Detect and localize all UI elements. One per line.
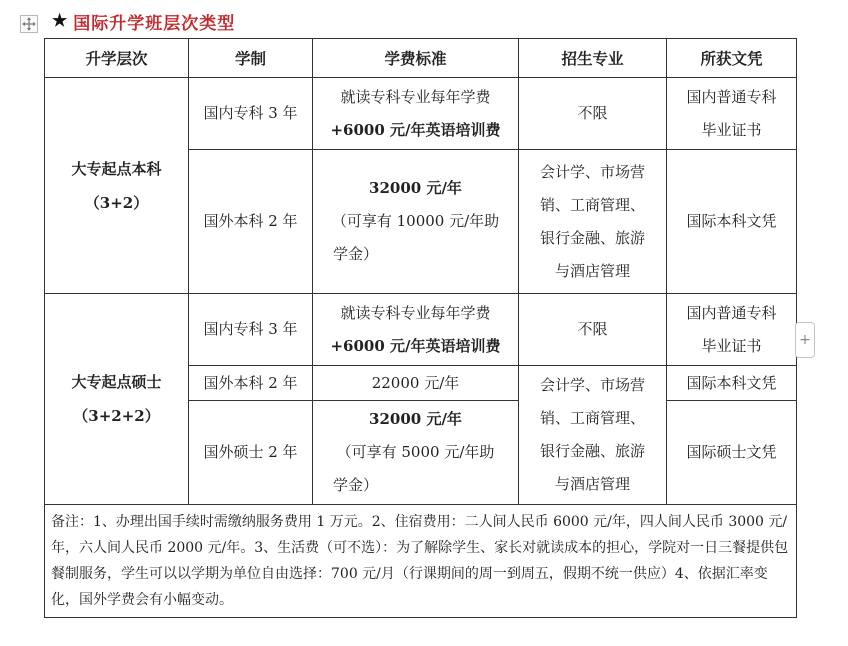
plus-icon: + bbox=[799, 332, 811, 348]
fee-cell bbox=[313, 294, 519, 366]
diploma-cell: 国际本科文凭 bbox=[667, 366, 797, 401]
add-row-button[interactable] bbox=[795, 322, 815, 358]
table-move-handle[interactable] bbox=[20, 15, 38, 33]
major-cell bbox=[519, 150, 667, 294]
diploma-line: 国内普通专科 bbox=[686, 303, 777, 322]
fee-line: 32000 元/年 bbox=[369, 179, 462, 197]
level-cell bbox=[45, 294, 189, 505]
major-line: 与酒店管理 bbox=[554, 261, 630, 280]
system-cell: 国外本科 2 年 bbox=[189, 366, 313, 401]
table-row bbox=[45, 294, 797, 366]
major-line: 与酒店管理 bbox=[554, 475, 630, 493]
major-line: 银行金融、旅游 bbox=[539, 228, 645, 247]
major-cell bbox=[519, 366, 667, 505]
level-code: （3+2） bbox=[84, 193, 149, 212]
header-fee: 学费标准 bbox=[313, 39, 519, 78]
diploma-line: 毕业证书 bbox=[701, 120, 762, 139]
title-text: 国际升学班层次类型 bbox=[73, 13, 236, 34]
major-cell: 不限 bbox=[519, 294, 667, 366]
program-table bbox=[44, 38, 797, 618]
fee-line: 就读专科专业每年学费 bbox=[340, 303, 491, 322]
fee-line: 学金） bbox=[333, 245, 379, 263]
fee-cell bbox=[313, 78, 519, 150]
system-cell: 国外硕士 2 年 bbox=[189, 401, 313, 505]
diploma-cell: 国际本科文凭 bbox=[667, 150, 797, 294]
diploma-line: 毕业证书 bbox=[701, 336, 762, 355]
fee-cell: 22000 元/年 bbox=[313, 366, 519, 401]
major-line: 银行金融、旅游 bbox=[539, 442, 645, 460]
system-cell: 国内专科 3 年 bbox=[189, 294, 313, 366]
level-name: 大专起点硕士 bbox=[71, 373, 162, 391]
fee-line: 就读专科专业每年学费 bbox=[340, 87, 491, 106]
fee-line: （可享有 5000 元/年助 bbox=[336, 443, 495, 461]
header-diploma: 所获文凭 bbox=[667, 39, 797, 78]
page-title bbox=[52, 8, 235, 34]
fee-line: +6000 元/年英语培训费 bbox=[330, 120, 501, 139]
fee-line: 学金） bbox=[333, 476, 379, 494]
table-header-row bbox=[45, 39, 797, 78]
level-cell bbox=[45, 78, 189, 294]
diploma-line: 国内普通专科 bbox=[686, 87, 777, 106]
header-system: 学制 bbox=[189, 39, 313, 78]
level-name: 大专起点本科 bbox=[71, 159, 162, 178]
system-cell: 国外本科 2 年 bbox=[189, 150, 313, 294]
table-row bbox=[45, 78, 797, 150]
notes-row bbox=[45, 505, 797, 618]
fee-line: （可享有 10000 元/年助 bbox=[331, 212, 500, 230]
diploma-cell: 国际硕士文凭 bbox=[667, 401, 797, 505]
major-cell: 不限 bbox=[519, 78, 667, 150]
diploma-cell bbox=[667, 294, 797, 366]
fee-cell bbox=[313, 150, 519, 294]
major-line: 销、工商管理、 bbox=[539, 409, 645, 427]
header-level: 升学层次 bbox=[45, 39, 189, 78]
system-cell: 国内专科 3 年 bbox=[189, 78, 313, 150]
header-major: 招生专业 bbox=[519, 39, 667, 78]
fee-line: 32000 元/年 bbox=[369, 410, 462, 428]
fee-cell bbox=[313, 401, 519, 505]
star-icon: ★ bbox=[52, 11, 68, 31]
major-line: 会计学、市场营 bbox=[539, 162, 645, 181]
major-line: 销、工商管理、 bbox=[539, 195, 645, 214]
level-code: （3+2+2） bbox=[73, 407, 160, 425]
fee-line: +6000 元/年英语培训费 bbox=[330, 336, 501, 355]
diploma-cell bbox=[667, 78, 797, 150]
major-line: 会计学、市场营 bbox=[539, 376, 645, 394]
move-icon bbox=[22, 17, 36, 31]
notes-cell: 备注：1、办理出国手续时需缴纳服务费用 1 万元。2、住宿费用：二人间人民币 6000 元/年，四人间人民币 3000 元/年，六人间人民币 2000 元/年。3、生活费（可不选）：为了解除学生、家长对就读成本的担心，学院对一日三餐提供包餐制服务，学生可以以学期为单位自由选择：700 元/月（行课期间的周一到周五，假期不统一供应）4、依据汇率变化，国外学费会有小幅变动。 bbox=[45, 505, 797, 618]
